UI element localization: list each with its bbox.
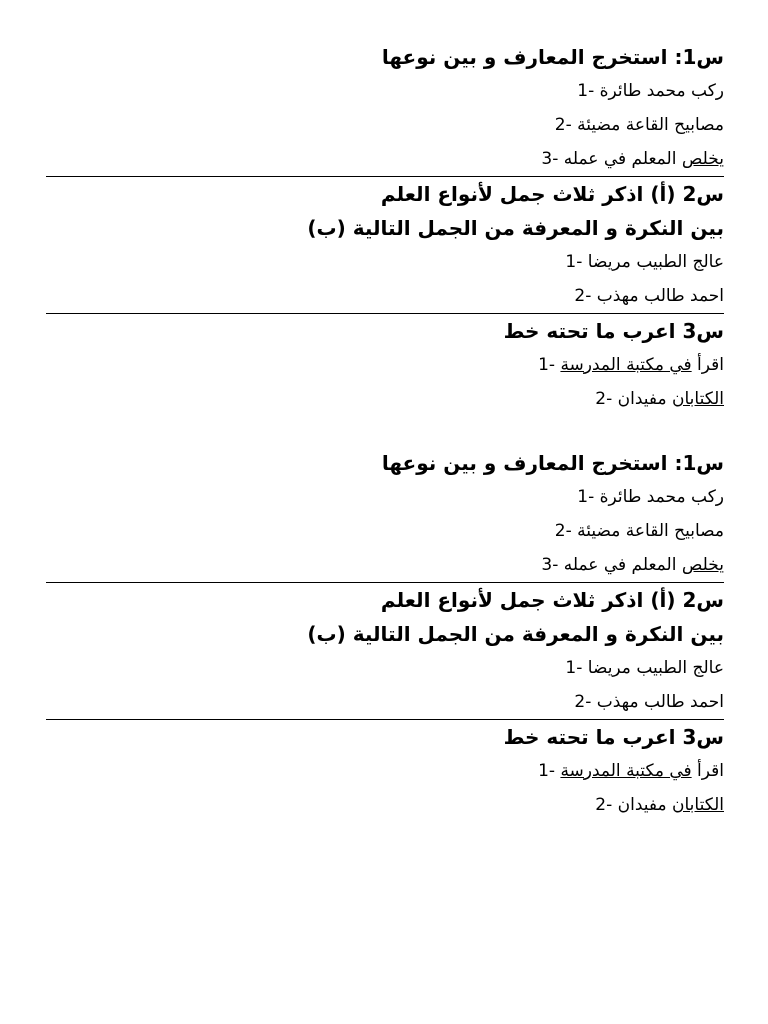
q2-item-2: احمد طالب مهذب -2: [574, 692, 724, 712]
question-2-block: [46, 177, 724, 313]
q1-item-2: مصابيح القاعة مضيئة -2: [554, 115, 724, 135]
q1-item-3: [46, 142, 724, 176]
q2-title-a: س2 (أ) اذكر ثلاث جمل لأنواع العلم: [380, 588, 724, 612]
q1-title: س1: استخرج المعارف و بين نوعها: [381, 451, 724, 475]
q3-item-1-end: -1: [538, 355, 561, 375]
q1-item-3: [46, 548, 724, 582]
q1-item-3-underlined: يخلص: [681, 149, 724, 169]
question-3-block: [46, 720, 724, 822]
q3-item-2-rest: مفيدان -2: [595, 389, 672, 409]
q2-title-b: بين النكرة و المعرفة من الجمل التالية (ب): [307, 622, 724, 646]
q1-item-1: ركب محمد طائرة -1: [577, 81, 724, 101]
set-spacer: [46, 416, 724, 446]
q3-item-2-underlined: الكتابان: [672, 389, 724, 409]
q3-item-1-end: -1: [538, 761, 561, 781]
q1-item-3-underlined: يخلص: [681, 555, 724, 575]
q2-item-1: عالج الطبيب مريضا -1: [565, 252, 724, 272]
q1-item-3-rest: المعلم في عمله -3: [541, 555, 682, 575]
q3-item-1: [46, 754, 724, 788]
q3-item-2: [46, 788, 724, 822]
q3-item-2-underlined: الكتابان: [672, 795, 724, 815]
q3-item-1-start: اقرأ: [691, 355, 724, 375]
q3-item-2: [46, 382, 724, 416]
question-2-block: [46, 583, 724, 719]
q2-item-2: احمد طالب مهذب -2: [574, 286, 724, 306]
q2-title-a: س2 (أ) اذكر ثلاث جمل لأنواع العلم: [380, 182, 724, 206]
q1-item-1: ركب محمد طائرة -1: [577, 487, 724, 507]
question-3-block: [46, 314, 724, 416]
q1-item-3-rest: المعلم في عمله -3: [541, 149, 682, 169]
q2-item-1: عالج الطبيب مريضا -1: [565, 658, 724, 678]
q2-title-b: بين النكرة و المعرفة من الجمل التالية (ب): [307, 216, 724, 240]
question-set-1: [46, 40, 724, 176]
q3-title: س3 اعرب ما تحته خط: [503, 725, 724, 749]
q3-item-1-underlined: في مكتبة المدرسة: [560, 355, 692, 375]
q3-item-1: [46, 348, 724, 382]
question-set-2: [46, 446, 724, 582]
document-page: [46, 40, 724, 822]
q3-item-2-rest: مفيدان -2: [595, 795, 672, 815]
q3-title: س3 اعرب ما تحته خط: [503, 319, 724, 343]
q1-title: س1: استخرج المعارف و بين نوعها: [381, 45, 724, 69]
q3-item-1-underlined: في مكتبة المدرسة: [560, 761, 692, 781]
q1-item-2: مصابيح القاعة مضيئة -2: [554, 521, 724, 541]
q3-item-1-start: اقرأ: [691, 761, 724, 781]
